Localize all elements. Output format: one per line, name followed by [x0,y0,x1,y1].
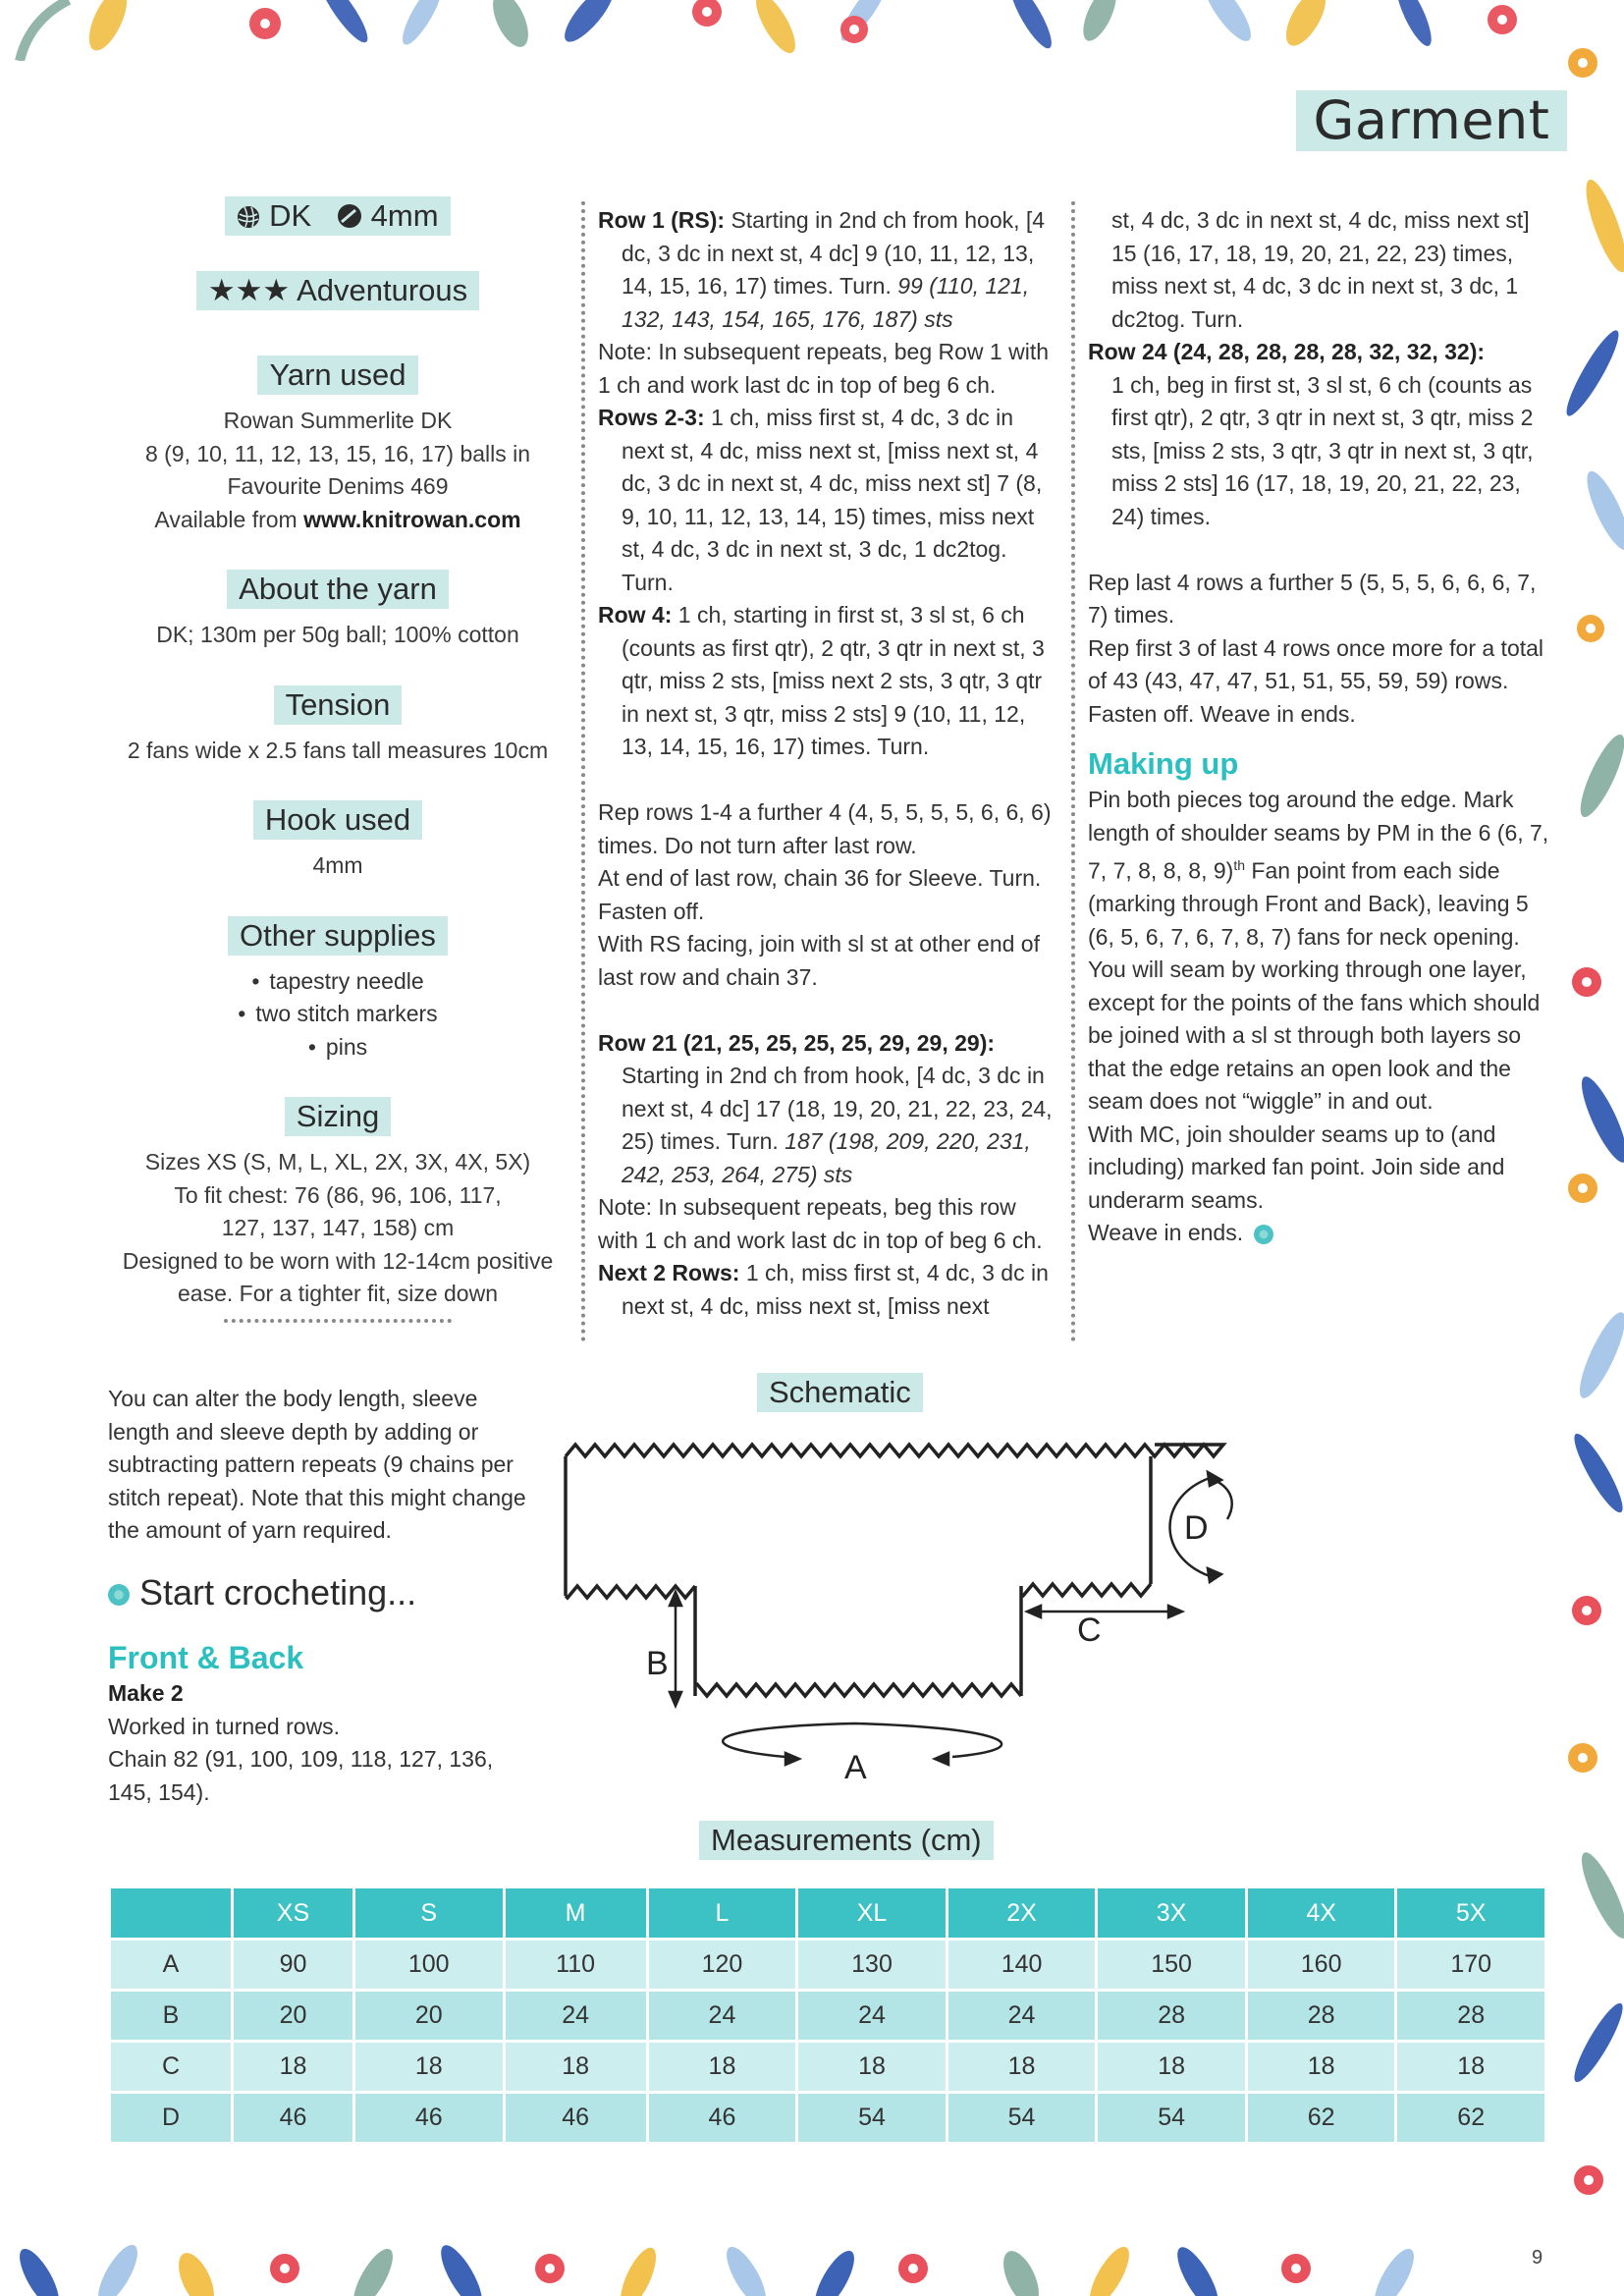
measurements-table [108,1886,1547,2145]
making-up-heading: Making up [1088,746,1239,781]
table-cell: 140 [948,1941,1096,1989]
column-header: XS [234,1888,352,1938]
column-header: XL [798,1888,946,1938]
column-header: S [355,1888,503,1938]
floral-border-bottom [0,2229,1624,2296]
table-cell: 18 [355,2043,503,2091]
front-back-instructions [108,1677,540,1809]
row-21-label: Row 21 (21, 25, 25, 25, 25, 29, 29, 29): [598,1029,996,1056]
front-back-heading: Front & Back [108,1640,304,1675]
sizing-line: To fit chest: 76 (86, 96, 106, 117, [174,1181,502,1208]
label-b: B [646,1645,669,1682]
top-edge-zigzag [566,1445,1223,1456]
table-cell: 110 [506,1941,646,1989]
pattern-instructions-column-3 [1088,204,1549,1250]
supply-item: • pins [98,1031,577,1065]
label-d: D [1184,1509,1209,1547]
floral-border-top [0,0,1624,61]
schematic-heading: Schematic [757,1373,923,1412]
row-1-instruction: Row 1 (RS): Starting in 2nd ch from hook, [4 dc, 3 dc in next st, 4 dc] 9 (10, 11, 12, 13, 14, 15, 16, 17) times. Turn. 99 (110, 121, 132, 143, 154, 165, 176, 187) sts [598,207,1046,332]
worked-note: Worked in turned rows. [108,1713,341,1739]
table-row [111,1941,1544,1989]
table-cell: 18 [1248,2043,1395,2091]
skill-level: Adventurous [297,273,468,307]
table-cell: 150 [1098,1941,1245,1989]
column-header: 4X [1248,1888,1395,1938]
page-title: Garment [1296,90,1567,151]
table-cell: A [111,1941,231,1989]
sizing-line: Sizes XS (S, M, L, XL, 2X, 3X, 4X, 5X) [144,1149,531,1175]
available-prefix: Available from [154,506,304,532]
column-divider [1071,201,1075,1342]
column-header: M [506,1888,646,1938]
floral-border-right [1563,0,1624,2296]
table-cell: 28 [1248,1992,1395,2040]
bottom-edge-zigzag [695,1684,1021,1696]
yarn-ball-end-icon [1254,1225,1273,1244]
table-cell: 46 [355,2094,503,2142]
repeat-instruction: Rep rows 1-4 a further 4 (4, 5, 5, 5, 5, 6, 6, 6) times. Do not turn after last row. [598,799,1052,858]
sizing-line: 127, 137, 147, 158) cm [221,1215,455,1240]
repeat-first-3-rows: Rep first 3 of last 4 rows once more for a total of 43 (43, 47, 47, 51, 51, 55, 59, 59) rows. [1088,634,1544,693]
column-divider [581,201,585,1342]
table-cell: 160 [1248,1941,1395,1989]
row-21-instruction: Starting in 2nd ch from hook, [4 dc, 3 dc in next st, 4 dc] 17 (18, 19, 20, 21, 22, 23, 24, 25) times. Turn. 187 (198, 209, 220, 231, 242, 253, 264, 275) sts [622,1063,1053,1187]
making-up-text: Pin both pieces tog around the edge. Mark length of shoulder seams by PM in the 6 (6, 7, 7, 7, 8, 8, 8, 9)$^{th}$ Fan point from each side (marking through Front and Back), leaving 5 (6, 5, 6, 7, 6, 7, 8, 7) fans for neck opening. You will seam by working through one layer, except for the points of the fans which should be joined with a sl st through both layers so that the edge retains an open look and the seam does not “wiggle” in and out. [1088,787,1549,1115]
table-cell: 46 [234,2094,352,2142]
table-cell: 120 [649,1941,796,1989]
rows-2-3-instruction: Rows 2-3: 1 ch, miss first st, 4 dc, 3 dc in next st, 4 dc, miss next st, [miss next st, 4 dc, 3 dc in next st, 4 dc, miss next st] 7 (8, 9, 10, 11, 12, 13, 14, 15) times, miss next st, 4 dc, 3 dc in next st, 3 dc, 1 dc2tog. Turn. [598,405,1043,595]
table-cell: 18 [798,2043,946,2091]
supply-item: • tapestry needle [98,965,577,999]
table-cell: D [111,2094,231,2142]
column-header: 5X [1397,1888,1544,1938]
table-cell: 46 [649,2094,796,2142]
column-header: 3X [1098,1888,1245,1938]
making-up-seams: With MC, join shoulder seams up to (and including) marked fan point. Join side and underarm seams. [1088,1121,1505,1213]
table-cell: 46 [506,2094,646,2142]
table-cell: 20 [355,1992,503,2040]
table-cell: 20 [234,1992,352,2040]
table-cell: 18 [1397,2043,1544,2091]
table-cell: 24 [506,1992,646,2040]
other-supplies-heading: Other supplies [228,916,448,956]
table-cell: 18 [649,2043,796,2091]
schematic-diagram [550,1429,1237,1792]
row-4-instruction: Row 4: 1 ch, starting in first st, 3 sl st, 6 ch (counts as first qtr), 2 qtr, 3 qtr in next st, 3 qtr, miss 2 sts, [miss next 2 sts, 3 qtr, 3 qtr in next st, 3 qtr, miss 2 sts] 9 (10, 11, 12, 13, 14, 15, 16, 17) times. Turn. [598,602,1045,759]
right-sleeve-zigzag [1021,1584,1151,1596]
table-cell: 18 [948,2043,1096,2091]
table-cell: 90 [234,1941,352,1989]
yarn-availability [98,504,577,537]
hook-used-text: 4mm [312,852,363,878]
start-crocheting-heading: Start crocheting... [108,1568,416,1617]
sizing-line: ease. For a tighter fit, size down [178,1281,498,1306]
page-number: 9 [1532,2247,1543,2269]
column-header: 2X [948,1888,1096,1938]
table-cell: 28 [1397,1992,1544,2040]
next-2-rows-instruction: Next 2 Rows: 1 ch, miss first st, 4 dc, 3 dc in next st, 4 dc, miss next st, [miss next [598,1260,1049,1319]
skill-stars: ★★★ [207,273,291,307]
table-cell: 24 [798,1992,946,2040]
make-count: Make 2 [108,1680,184,1706]
table-row [111,2094,1544,2142]
measurements-heading: Measurements (cm) [699,1821,994,1860]
hook-size: 4mm [370,198,439,233]
table-cell: B [111,1992,231,2040]
table-cell: 62 [1397,2094,1544,2142]
repeat-last-4-rows: Rep last 4 rows a further 5 (5, 5, 5, 6, 6, 6, 7, 7) times. [1088,569,1537,628]
table-cell: 24 [948,1992,1096,2040]
table-cell: 24 [649,1992,796,2040]
alter-length-note: You can alter the body length, sleeve length and sleeve depth by adding or subtracting pattern repeats (9 chains per stitch repeat). Note that this might change the amount of yarn required. [108,1386,526,1543]
yarn-ball-icon [108,1584,130,1606]
pattern-instructions-column-2 [598,204,1061,1323]
chain-instruction: Chain 82 (91, 100, 109, 118, 127, 136, 145, 154). [108,1746,494,1805]
column-header: L [649,1888,796,1938]
table-cell: 18 [234,2043,352,2091]
table-row [111,2043,1544,2091]
table-cell: 100 [355,1941,503,1989]
yarn-ball-icon [237,198,269,233]
pattern-info-column [98,196,577,1323]
supplies-list [98,965,577,1065]
table-cell: 18 [506,2043,646,2091]
skill-level-badge [196,271,479,310]
label-c: C [1077,1612,1102,1649]
weave-in-ends: Weave in ends. [1088,1217,1549,1250]
yarn-used-heading: Yarn used [257,355,417,395]
about-yarn-heading: About the yarn [227,570,449,609]
table-cell: 28 [1098,1992,1245,2040]
table-row [111,1992,1544,2040]
sizing-heading: Sizing [285,1097,391,1136]
sizing-line: Designed to be worn with 12-14cm positive [122,1247,554,1274]
hook-icon [337,198,371,233]
supply-item: • two stitch markers [98,998,577,1031]
column-header [111,1888,231,1938]
yarn-hook-badge [225,196,450,236]
yarn-used-line: Favourite Denims 469 [227,473,449,499]
table-cell: 170 [1397,1941,1544,1989]
about-yarn-text: DK; 130m per 50g ball; 100% cotton [156,622,519,647]
section-divider [224,1319,452,1323]
table-cell: 62 [1248,2094,1395,2142]
fasten-off: Fasten off. Weave in ends. [1088,700,1356,727]
yarn-website-link[interactable]: www.knitrowan.com [303,506,521,532]
note-1: Note: In subsequent repeats, beg Row 1 with 1 ch and work last dc in top of beg 6 ch. [598,339,1050,398]
table-header-row [111,1888,1544,1938]
row-24-instruction: 1 ch, beg in first st, 3 sl st, 6 ch (counts as first qtr), 2 qtr, 3 qtr in next st, 3 qtr, miss 2 sts, [miss 2 sts, 3 qtr, 3 qtr in next st, 3 qtr, miss 2 sts] 16 (17, 18, 19, 20, 21, 22, 23, 24) times. [1111,371,1534,529]
table-cell: 54 [948,2094,1096,2142]
yarn-weight: DK [269,198,312,233]
rs-facing-instruction: With RS facing, join with sl st at other end of last row and chain 37. [598,931,1040,990]
row-24-label: Row 24 (24, 28, 28, 28, 28, 32, 32, 32): [1088,339,1486,364]
table-cell: 18 [1098,2043,1245,2091]
table-cell: C [111,2043,231,2091]
yarn-used-line: Rowan Summerlite DK [223,408,453,433]
table-cell: 130 [798,1941,946,1989]
table-cell: 54 [798,2094,946,2142]
next-2-rows-continued: st, 4 dc, 3 dc in next st, 4 dc, miss next st] 15 (16, 17, 18, 19, 20, 21, 22, 23) times, miss next st, 4 dc, 3 dc in next st, 3 dc, 1 dc2tog. Turn. [1111,207,1530,332]
end-row-instruction: At end of last row, chain 36 for Sleeve. Turn. Fasten off. [598,865,1042,924]
table-cell: 54 [1098,2094,1245,2142]
hook-used-heading: Hook used [253,800,422,840]
label-a: A [844,1749,867,1786]
tension-text: 2 fans wide x 2.5 fans tall measures 10cm [127,737,549,763]
yarn-used-line: 8 (9, 10, 11, 12, 13, 15, 16, 17) balls in [144,440,531,466]
tension-heading: Tension [274,685,403,725]
note-2: Note: In subsequent repeats, beg this row with 1 ch and work last dc in top of beg 6 ch. [598,1194,1043,1253]
